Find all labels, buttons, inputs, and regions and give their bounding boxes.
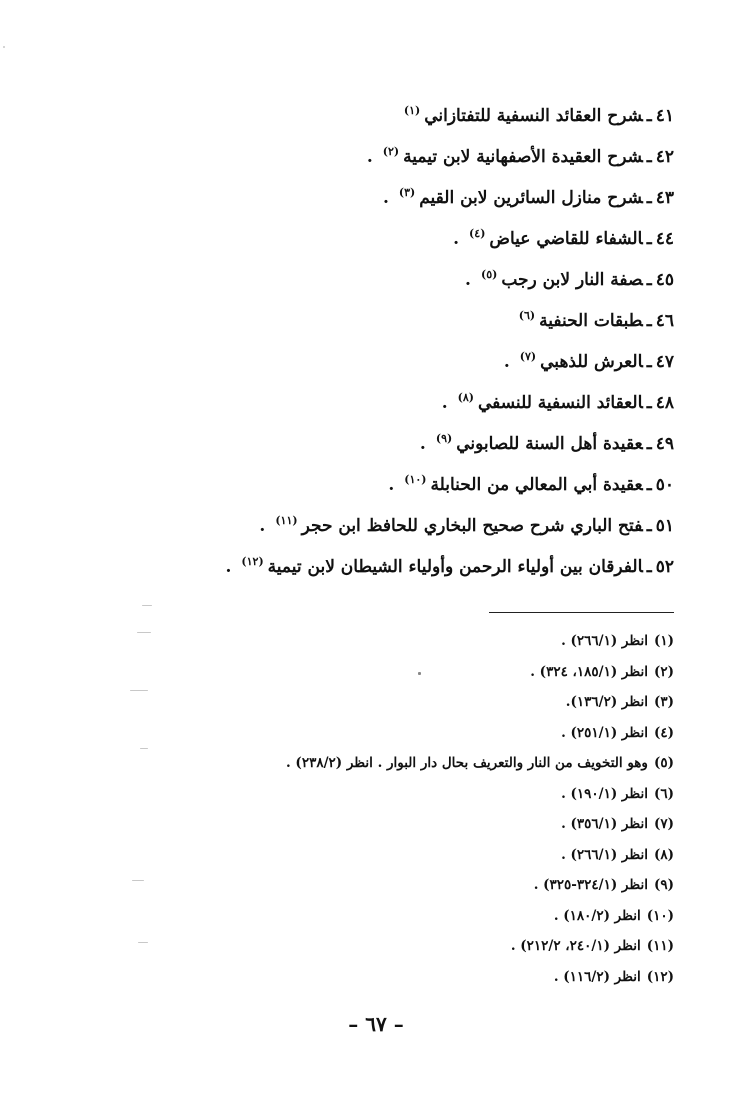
entry-end: . xyxy=(503,352,510,372)
footnote-ref: (٧) xyxy=(519,350,537,363)
list-item xyxy=(74,213,674,254)
footnote-text: انظر (٢٥١/١) . xyxy=(561,724,648,741)
entry-dash: ـ xyxy=(646,270,652,290)
footnote-ref: (٣) xyxy=(398,186,416,199)
entry-number: ٤٩ xyxy=(655,434,674,454)
entry-dash: ـ xyxy=(646,147,652,167)
footnotes-list xyxy=(54,626,674,992)
scan-speck xyxy=(418,672,421,675)
entry-title: شرح منازل السائرين لابن القيم xyxy=(419,188,643,208)
entry-number: ٤٨ xyxy=(655,393,674,413)
entry-title: العقائد النسفية للنسفي xyxy=(478,393,643,413)
entry-number: ٤٤ xyxy=(655,229,674,249)
list-item xyxy=(74,172,674,213)
entry-title: شرح العقائد النسفية للتفتازاني xyxy=(424,106,643,126)
scan-speck xyxy=(138,942,148,943)
footnote xyxy=(54,931,674,962)
entry-title: عقيدة أبي المعالي من الحنابلة xyxy=(430,475,643,495)
entry-end: . xyxy=(465,270,471,290)
footnote-number: (٦) xyxy=(653,785,674,802)
footnote-ref: (١٠) xyxy=(404,473,427,486)
entry-number: ٤٣ xyxy=(655,188,674,208)
footnote-ref: (٢) xyxy=(382,145,400,158)
footnote xyxy=(54,962,674,993)
entry-title: فتح الباري شرح صحيح البخاري للحافظ ابن حجر xyxy=(301,516,643,536)
book-list xyxy=(74,90,674,582)
entry-dash: ـ xyxy=(646,516,652,536)
entry-title: الشفاء للقاضي عياض xyxy=(489,229,643,249)
scan-speck xyxy=(137,632,151,633)
footnote-text: انظر (٢٦٦/١) . xyxy=(561,633,648,649)
footnote-text: وهو التخويف من النار والتعريف بحال دار البوار . انظر (٢٣٨/٢) . xyxy=(286,755,648,771)
footnote xyxy=(54,870,674,901)
footnote-text: انظر (٣٢٤/١-٣٢٥) . xyxy=(533,877,648,893)
footnote-separator xyxy=(489,612,674,613)
entry-end: . xyxy=(453,229,460,249)
entry-number: ٥١ xyxy=(655,516,674,536)
footnote-ref: (١٢) xyxy=(241,555,264,568)
entry-dash: ـ xyxy=(646,311,652,331)
footnote xyxy=(54,748,674,779)
entry-number: ٥٠ xyxy=(655,475,674,495)
entry-end: . xyxy=(366,147,373,167)
footnote-text: انظر (٢٦٦/١) . xyxy=(561,846,648,863)
footnote-text: انظر (١١٦/٢) . xyxy=(553,968,641,985)
entry-number: ٤٧ xyxy=(655,352,674,372)
footnote-text: انظر (١٣٦/٢). xyxy=(565,694,648,710)
footnote-text: انظر (١٨٠/٢) . xyxy=(553,907,641,924)
entry-number: ٤٢ xyxy=(655,147,674,167)
footnote-number: (١) xyxy=(653,633,674,649)
entry-dash: ـ xyxy=(646,393,652,413)
entry-end: . xyxy=(419,434,426,454)
footnote-number: (١٢) xyxy=(646,968,674,985)
footnote-ref: (٥) xyxy=(480,268,498,281)
entry-end: . xyxy=(259,516,266,536)
scan-speck xyxy=(140,748,148,749)
entry-dash: ـ xyxy=(646,188,652,208)
page-number: – ٦٧ – xyxy=(348,1012,404,1036)
footnote xyxy=(54,687,674,718)
entry-title: صفة النار لابن رجب xyxy=(501,270,643,290)
footnote-text: انظر (١٩٠/١) . xyxy=(561,785,648,802)
scan-speck xyxy=(3,46,5,48)
footnote xyxy=(54,626,674,657)
scan-speck xyxy=(132,880,144,881)
list-item xyxy=(74,377,674,418)
entry-title: عقيدة أهل السنة للصابوني xyxy=(456,434,643,454)
list-item xyxy=(74,418,674,459)
footnote-ref: (١) xyxy=(403,104,421,117)
list-item xyxy=(74,459,674,500)
entry-number: ٤٦ xyxy=(655,311,674,331)
entry-end xyxy=(394,106,400,126)
list-item xyxy=(74,131,674,172)
scan-speck xyxy=(142,605,152,606)
list-item xyxy=(74,541,674,582)
footnote-ref: (٦) xyxy=(518,309,536,322)
footnote xyxy=(54,779,674,810)
footnote-number: (٨) xyxy=(653,846,674,863)
entry-end: . xyxy=(441,393,448,413)
footnote xyxy=(54,901,674,932)
entry-end: . xyxy=(382,188,389,208)
footnote xyxy=(54,809,674,840)
entry-title: الفرقان بين أولياء الرحمن وأولياء الشيطان لابن تيمية xyxy=(267,557,643,577)
footnote-number: (١١) xyxy=(646,938,674,954)
footnote-ref: (٤) xyxy=(469,227,486,240)
entry-title: العرش للذهبي xyxy=(540,352,643,372)
footnote-ref: (٨) xyxy=(457,391,474,404)
entry-dash: ـ xyxy=(646,352,652,372)
entry-title: شرح العقيدة الأصفهانية لابن تيمية xyxy=(403,147,643,167)
footnote-ref: (١١) xyxy=(275,514,298,527)
footnote-number: (٢) xyxy=(653,663,674,680)
footnote-ref: (٩) xyxy=(435,432,453,445)
list-item xyxy=(74,295,674,336)
footnote-number: (٩) xyxy=(653,877,674,893)
list-item xyxy=(74,90,674,131)
entry-dash: ـ xyxy=(646,557,652,577)
entry-dash: ـ xyxy=(646,229,652,249)
footnote xyxy=(54,657,674,688)
list-item xyxy=(74,500,674,541)
footnote-number: (٤) xyxy=(653,724,674,741)
entry-title: طبقات الحنفية xyxy=(539,311,643,331)
list-item xyxy=(74,254,674,295)
list-item xyxy=(74,336,674,377)
scan-speck xyxy=(130,690,148,691)
footnote-text: انظر (١٨٥/١، ٣٢٤) . xyxy=(530,663,648,680)
entry-dash: ـ xyxy=(646,475,652,495)
footnote-number: (١٠) xyxy=(646,907,674,924)
entry-number: ٤٥ xyxy=(655,270,674,290)
footnote-number: (٧) xyxy=(653,816,674,832)
entry-end xyxy=(509,311,515,331)
footnote-text: انظر (٢٤٠/١، ٢١٢/٢) . xyxy=(510,938,641,954)
entry-number: ٤١ xyxy=(655,106,674,126)
entry-end: . xyxy=(388,475,395,495)
footnote-number: (٥) xyxy=(653,755,674,771)
footnote-number: (٣) xyxy=(653,694,674,710)
entry-number: ٥٢ xyxy=(655,557,674,577)
entry-end: . xyxy=(225,557,232,577)
footnote-text: انظر (٣٥٦/١) . xyxy=(561,816,648,832)
footnote xyxy=(54,718,674,749)
entry-dash: ـ xyxy=(646,434,652,454)
footnote xyxy=(54,840,674,871)
entry-dash: ـ xyxy=(646,106,652,126)
